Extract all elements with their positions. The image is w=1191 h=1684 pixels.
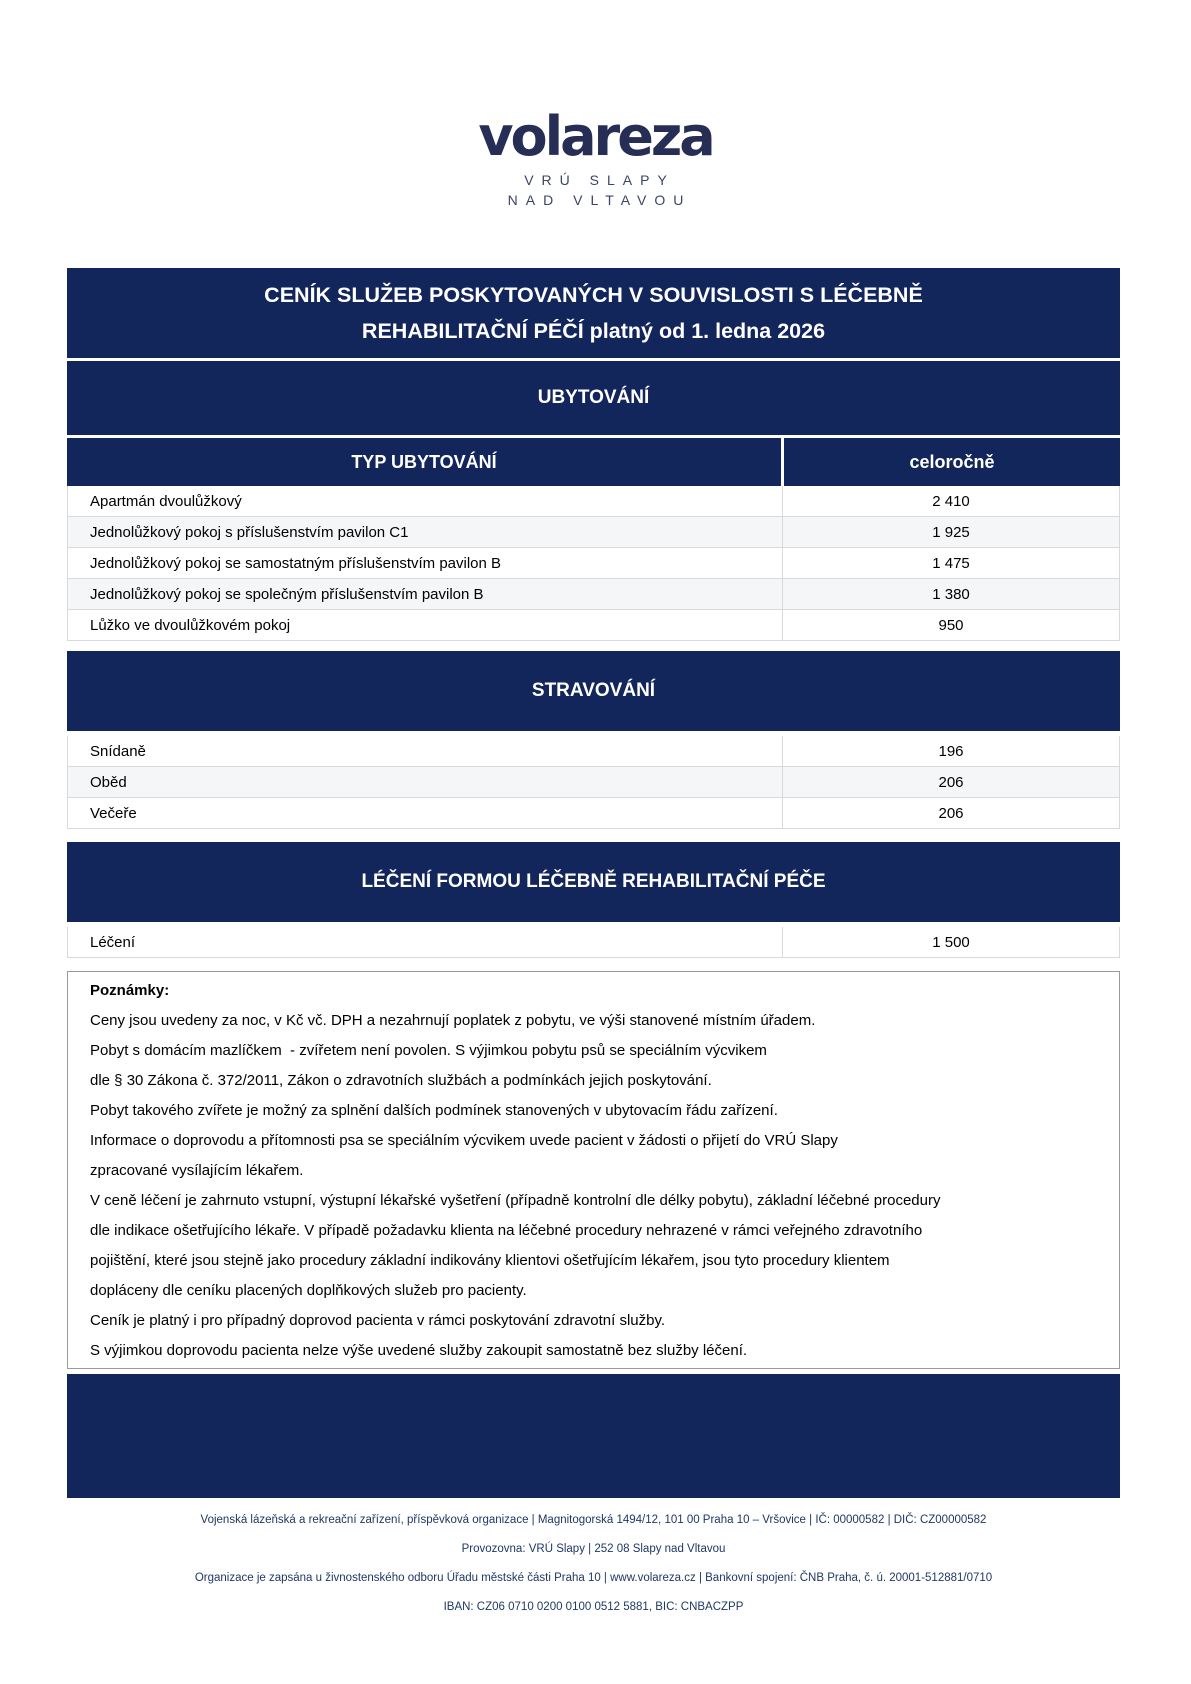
- table-header-row: [67, 438, 1120, 486]
- note-line: Ceny jsou uvedeny za noc, v Kč vč. DPH a nezahrnují poplatek z pobytu, ve výši stanovené místním úřadem.: [90, 1012, 816, 1029]
- row-label: Jednolůžkový pokoj s příslušenstvím pavilon C1: [90, 523, 409, 541]
- row-price: 196: [782, 736, 1119, 766]
- document-title-line1: CENÍK SLUŽEB POSKYTOVANÝCH V SOUVISLOSTI S LÉČEBNĚ: [264, 283, 923, 307]
- row-label: Oběd: [90, 773, 127, 791]
- row-price: 2 410: [782, 486, 1119, 516]
- footer-line: Vojenská lázeňská a rekreační zařízení, příspěvková organizace | Magnitogorská 1494/12, 101 00 Praha 10 – Vršovice | IČ: 00000582 | DIČ: CZ00000582: [200, 1514, 987, 1526]
- note-line: Ceník je platný i pro případný doprovod pacienta v rámci poskytování zdravotní služby.: [90, 1312, 666, 1329]
- row-price: 1 475: [782, 548, 1119, 578]
- footer-line: Provozovna: VRÚ Slapy | 252 08 Slapy nad Vltavou: [461, 1543, 726, 1555]
- row-label: Večeře: [90, 804, 137, 822]
- row-price: 1 500: [782, 927, 1119, 957]
- table-row: [68, 927, 1119, 958]
- note-line: Pobyt takového zvířete je možný za splnění dalších podmínek stanovených v ubytovacím řádu zařízení.: [90, 1102, 778, 1119]
- note-line: Informace o doprovodu a přítomnosti psa se speciálním výcvikem uvede pacient v žádosti o přijetí do VRÚ Slapy: [90, 1132, 838, 1149]
- row-label: Léčení: [90, 933, 136, 951]
- note-line: pojištění, které jsou stejně jako procedury základní indikovány klientovi ošetřujícím lékařem, jsou tyto procedury klientem: [90, 1252, 890, 1269]
- brand-wordmark: volareza: [478, 105, 713, 168]
- footer-info: [67, 1506, 1120, 1622]
- note-line: dle indikace ošetřujícího lékaře. V případě požadavku klienta na léčebné procedury nehrazené v rámci veřejného zdravotního: [90, 1222, 923, 1239]
- table-leceni-rows: [67, 927, 1120, 958]
- brand-subtitle-line1: VRÚ SLAPY: [524, 172, 675, 188]
- notes-box: [67, 971, 1120, 1369]
- table-row: [68, 486, 1119, 517]
- note-line: S výjimkou doprovodu pacienta nelze výše uvedené služby zakoupit samostatně bez služby léčení.: [90, 1342, 748, 1359]
- document-title-band: [67, 268, 1120, 358]
- note-line: zpracované vysílajícím lékařem.: [90, 1162, 304, 1179]
- table-row: [68, 517, 1119, 548]
- column-header-price: celoročně: [781, 438, 1120, 486]
- table-row: [68, 548, 1119, 579]
- row-price: 206: [782, 798, 1119, 828]
- notes-heading: Poznámky:: [90, 982, 170, 999]
- footer-navy-block: [67, 1374, 1120, 1498]
- row-price: 206: [782, 767, 1119, 797]
- volareza-logo: [0, 105, 1191, 208]
- row-price: 1 925: [782, 517, 1119, 547]
- row-price: 950: [782, 610, 1119, 640]
- table-row: [68, 579, 1119, 610]
- column-header-type: TYP UBYTOVÁNÍ: [351, 451, 497, 472]
- note-line: Pobyt s domácím mazlíčkem - zvířetem není povolen. S výjimkou pobytu psů se speciálním výcvikem: [90, 1042, 767, 1059]
- footer-line: Organizace je zapsána u živnostenského odboru Úřadu městské části Praha 10 | www.volareza.cz | Bankovní spojení: ČNB Praha, č. ú. 20001-512881/0710: [194, 1572, 993, 1584]
- row-label: Jednolůžkový pokoj se samostatným příslušenstvím pavilon B: [90, 554, 502, 572]
- row-label: Apartmán dvoulůžkový: [90, 492, 242, 510]
- section-band-stravovani: STRAVOVÁNÍ: [67, 651, 1120, 731]
- table-row: [68, 610, 1119, 641]
- table-ubytovani-rows: [67, 486, 1120, 641]
- note-line: dopláceny dle ceníku placených doplňkových služeb pro pacienty.: [90, 1282, 527, 1299]
- row-label: Jednolůžkový pokoj se společným příslušenstvím pavilon B: [90, 585, 484, 603]
- document-title-line2: REHABILITAČNÍ PÉČÍ platný od 1. ledna 2026: [361, 319, 826, 343]
- section-band-ubytovani: UBYTOVÁNÍ: [67, 361, 1120, 435]
- document-content: [67, 268, 1120, 1622]
- note-line: V ceně léčení je zahrnuto vstupní, výstupní lékařské vyšetření (případně kontrolní dle délky pobytu), základní léčebné procedury: [90, 1192, 941, 1209]
- table-stravovani-rows: [67, 736, 1120, 829]
- row-label: Lůžko ve dvoulůžkovém pokoj: [90, 616, 291, 634]
- note-line: dle § 30 Zákona č. 372/2011, Zákon o zdravotních službách a podmínkách jejich poskytování.: [90, 1072, 712, 1089]
- table-row: [68, 767, 1119, 798]
- row-price: 1 380: [782, 579, 1119, 609]
- footer-line: IBAN: CZ06 0710 0200 0100 0512 5881, BIC: CNBACZPP: [443, 1601, 744, 1613]
- table-row: [68, 736, 1119, 767]
- row-label: Snídaně: [90, 742, 146, 760]
- brand-subtitle-line2: NAD VLTAVOU: [507, 192, 692, 208]
- section-band-leceni: LÉČENÍ FORMOU LÉČEBNĚ REHABILITAČNÍ PÉČE: [67, 842, 1120, 922]
- table-row: [68, 798, 1119, 829]
- notes-lines: [90, 1006, 1101, 1366]
